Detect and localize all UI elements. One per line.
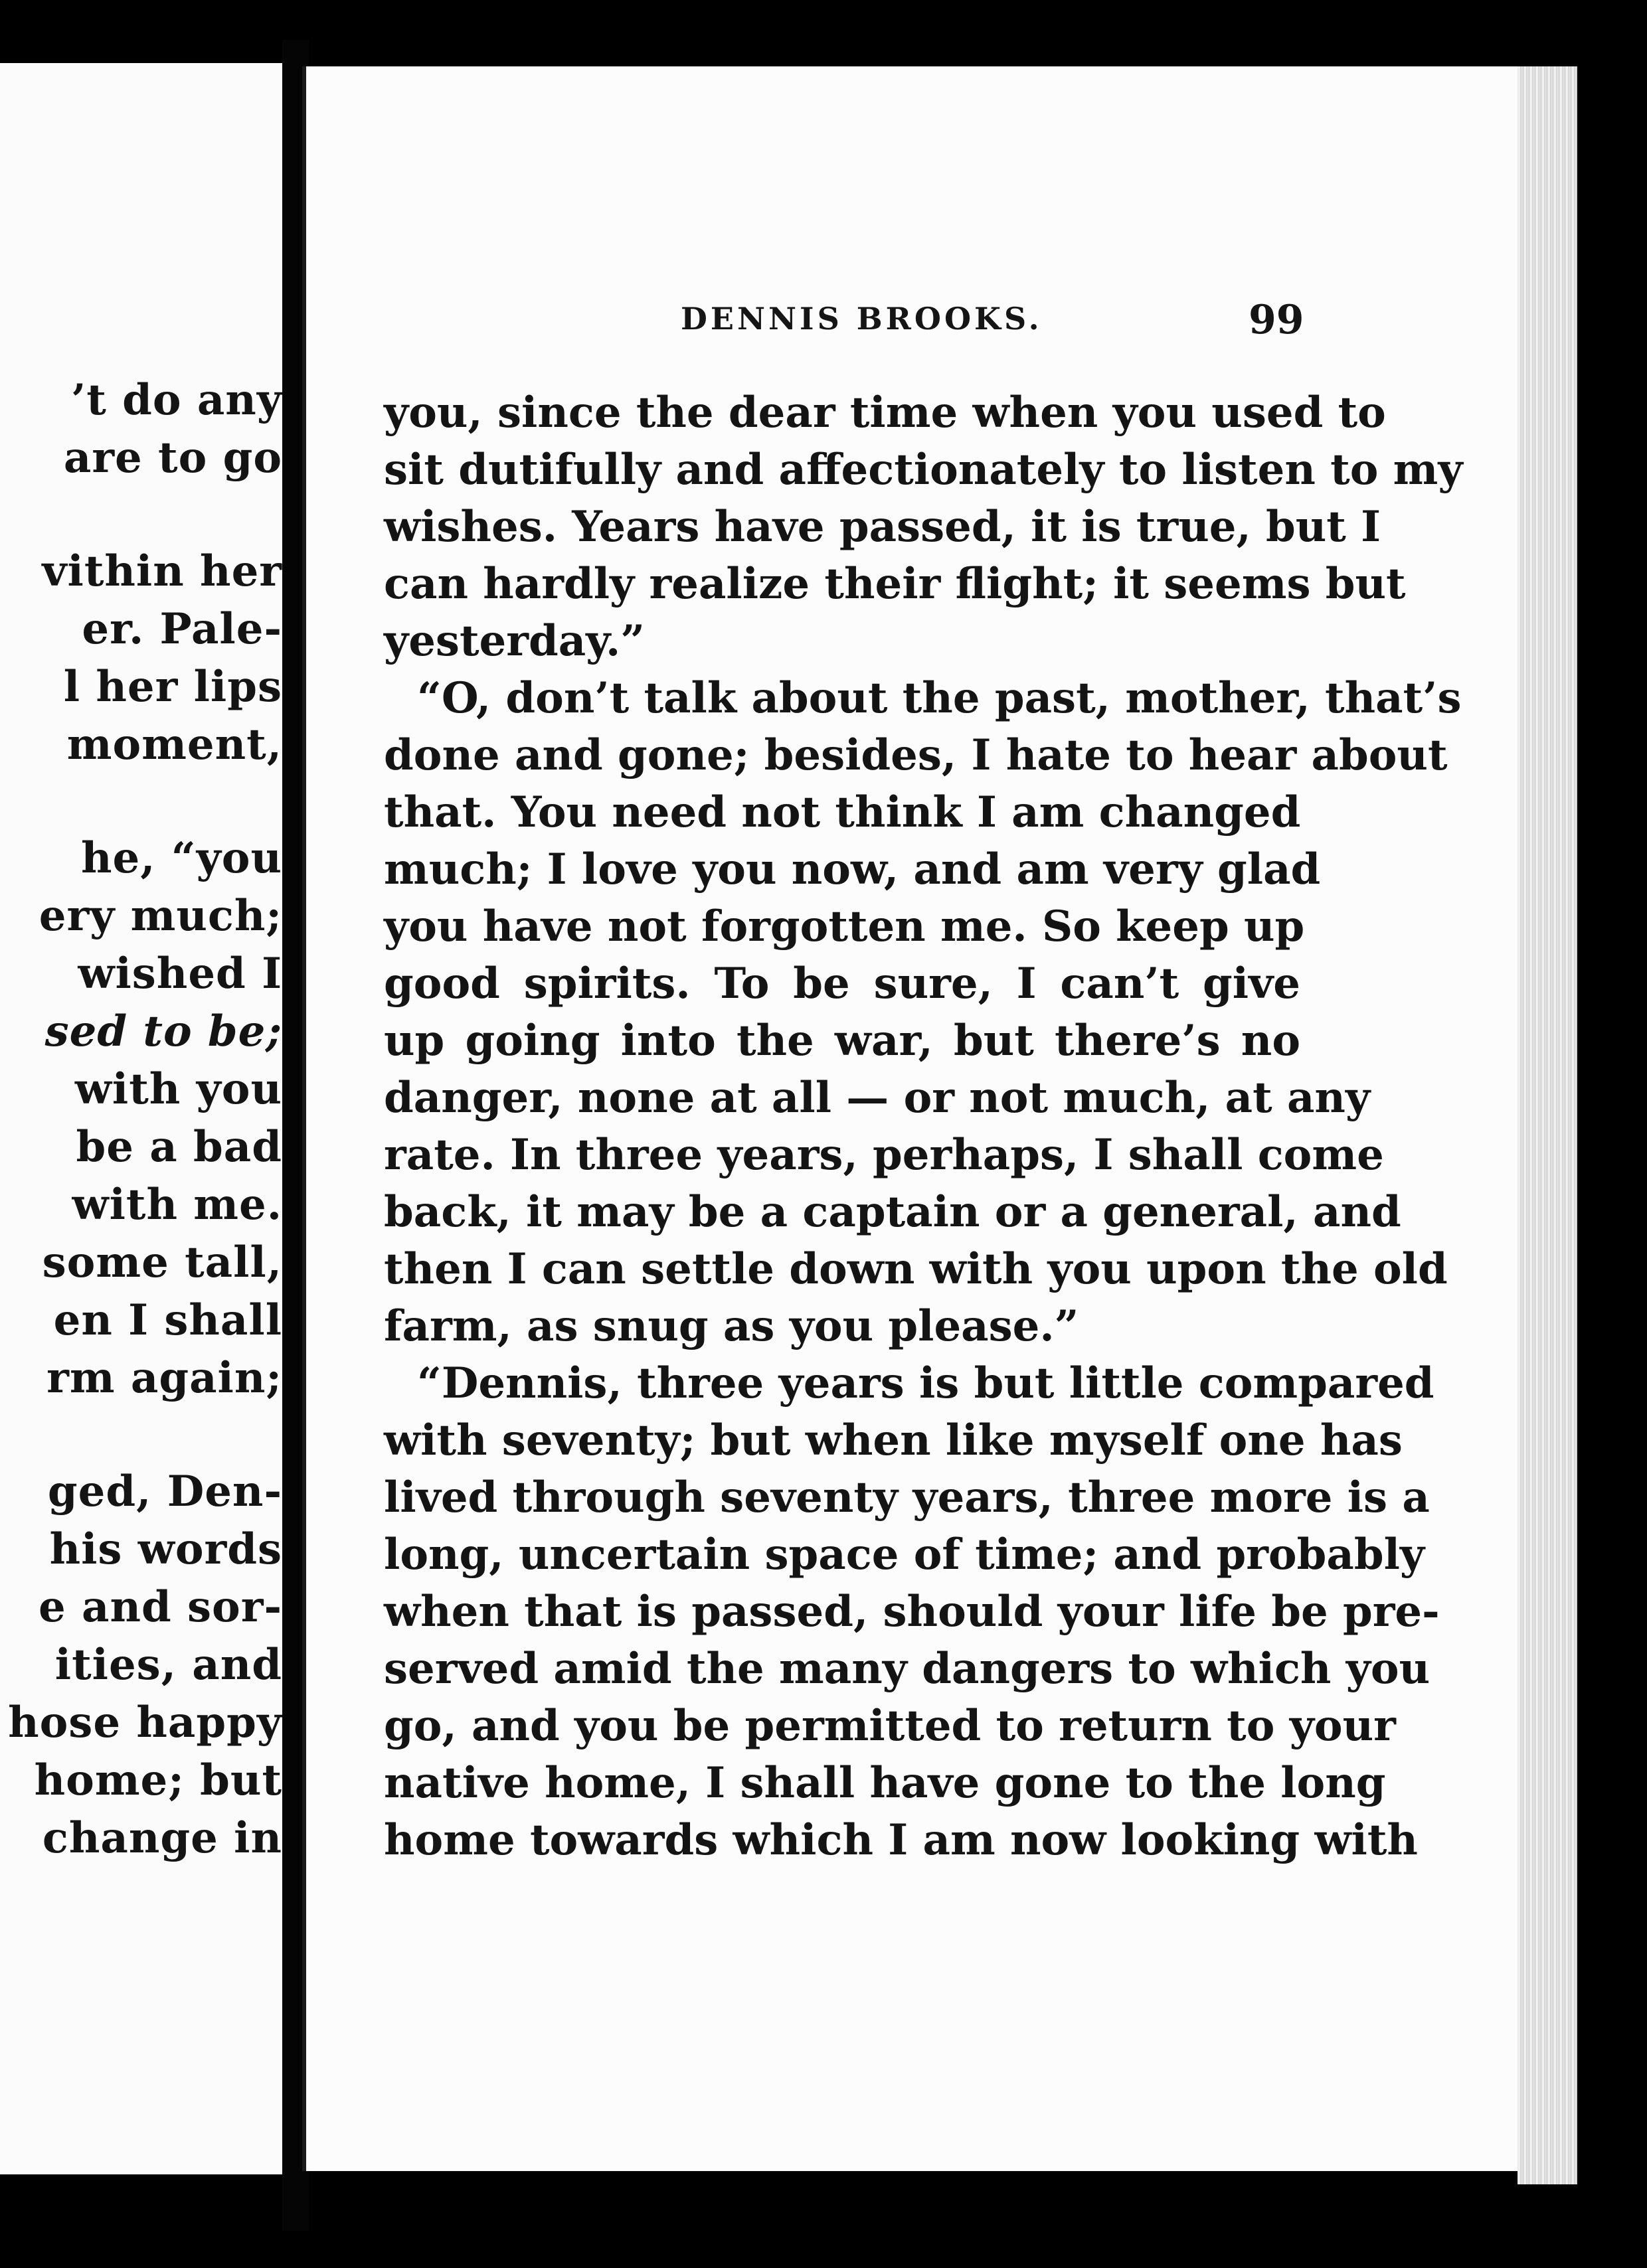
text-line: “O, don’t talk about the past, mother, that’s xyxy=(417,673,1462,723)
text-line: long, uncertain space of time; and probably xyxy=(384,1530,1425,1580)
previous-page-line: sed to be; xyxy=(44,1007,282,1056)
text-line: that. You need not think I am changed xyxy=(384,787,1301,837)
page-edges xyxy=(1517,66,1577,2184)
text-line: go, and you be permitted to return to your xyxy=(384,1701,1396,1751)
text-line: back, it may be a captain or a general, and xyxy=(384,1187,1401,1237)
previous-page-line: rm again; xyxy=(46,1353,282,1403)
previous-page-line: l her lips xyxy=(63,662,282,712)
previous-page-line: e and sor- xyxy=(38,1582,282,1632)
text-line: good spirits. To be sure, I can’t give xyxy=(384,959,1300,1009)
running-head: DENNIS BROOKS. xyxy=(681,301,1043,337)
previous-page-line: moment, xyxy=(66,720,282,770)
text-line: you, since the dear time when you used to xyxy=(384,388,1386,438)
previous-page-line: his words xyxy=(49,1524,282,1574)
previous-page-line: some tall, xyxy=(42,1238,282,1287)
previous-page-line: hose happy xyxy=(8,1698,282,1747)
previous-page-line: home; but xyxy=(34,1755,282,1805)
text-line: you have not forgotten me. So keep up xyxy=(384,902,1305,951)
previous-page-line: be a bad xyxy=(76,1122,282,1172)
previous-page-line: he, “you xyxy=(80,833,282,883)
text-line: much; I love you now, and am very glad xyxy=(384,845,1321,894)
previous-page-line: change in xyxy=(42,1813,282,1863)
previous-page-line: vithin her xyxy=(42,546,282,596)
previous-page-line: wished I xyxy=(78,949,282,999)
text-line: can hardly realize their flight; it seems but xyxy=(384,559,1406,609)
text-line: “Dennis, three years is but little compared xyxy=(417,1358,1434,1408)
previous-page-line: er. Pale- xyxy=(82,604,282,654)
text-line: danger, none at all — or not much, at any xyxy=(384,1073,1371,1123)
text-line: when that is passed, should your life be pre- xyxy=(384,1587,1440,1637)
text-line: rate. In three years, perhaps, I shall come xyxy=(384,1130,1384,1180)
previous-page-line: ged, Den- xyxy=(47,1467,282,1516)
previous-page-line: with you xyxy=(74,1064,282,1114)
previous-page-line: ery much; xyxy=(39,891,282,941)
text-line: home towards which I am now looking with xyxy=(384,1815,1418,1865)
previous-page-line: en I shall xyxy=(53,1295,282,1345)
text-line: wishes. Years have passed, it is true, but I xyxy=(384,502,1381,552)
text-line: lived through seventy years, three more is a xyxy=(384,1473,1430,1522)
text-line: up going into the war, but there’s no xyxy=(384,1016,1300,1066)
previous-page-line: with me. xyxy=(72,1180,282,1230)
text-line: served amid the many dangers to which you xyxy=(384,1644,1430,1694)
text-line: yesterday.” xyxy=(384,616,646,666)
text-line: then I can settle down with you upon the old xyxy=(384,1244,1448,1294)
previous-page-fragment xyxy=(0,63,282,2174)
previous-page-line: are to go xyxy=(63,433,282,483)
previous-page-line: ities, and xyxy=(54,1640,282,1690)
text-line: with seventy; but when like myself one has xyxy=(384,1416,1403,1465)
page-number: 99 xyxy=(1249,297,1304,343)
text-line: sit dutifully and affectionately to listen to my xyxy=(384,445,1463,495)
text-line: done and gone; besides, I hate to hear about xyxy=(384,730,1448,780)
text-line: native home, I shall have gone to the long xyxy=(384,1758,1386,1808)
previous-page-line: ’t do any xyxy=(70,375,282,425)
text-line: farm, as snug as you please.” xyxy=(384,1301,1079,1351)
